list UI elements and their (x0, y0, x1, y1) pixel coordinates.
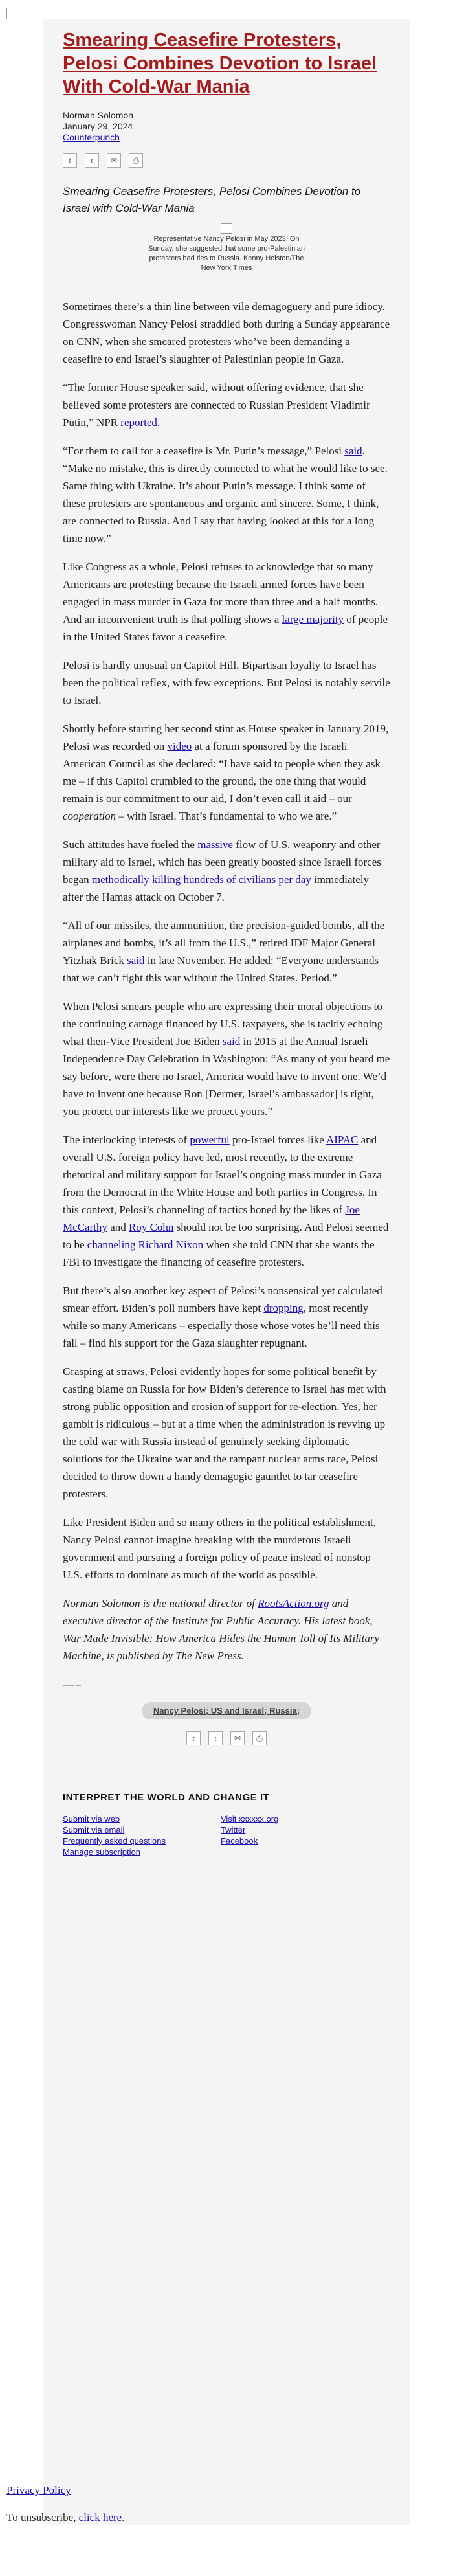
share-icons-bottom (63, 1731, 390, 1745)
submit-web-link[interactable]: Submit via web (63, 1814, 120, 1824)
article-meta (63, 110, 390, 143)
video-link[interactable]: video (167, 740, 192, 752)
tags-row (63, 1702, 390, 1719)
dropping-link[interactable]: dropping (263, 1302, 304, 1314)
image-icon (221, 223, 232, 234)
footer-links-left (63, 1813, 221, 1857)
paragraph: Like Congress as a whole, Pelosi refuses to acknowledge that so many Americans are protesting because the Israeli armed forces have been engaged in mass murder in Gaza for more than three and a half months. And an inconvenient truth is that polling shows a large majority of people in the United States favor a ceasefire. (63, 561, 388, 643)
said-link[interactable]: said (344, 445, 362, 457)
article-subtitle: Smearing Ceasefire Protesters, Pelosi Combines Devotion to Israel with Cold-War Mania (63, 185, 361, 214)
paragraph: “All of our missiles, the ammunition, the precision-guided bombs, all the airplanes and bombs, it’s all from the U.S.,” retired IDF Major General Yitzhak Brick said in late November. He added: “Everyone understands that we can’t fight this war without the United States. Period.” (63, 919, 385, 984)
article-figure (63, 223, 390, 273)
footer-links (63, 1813, 390, 1857)
brick-said-link[interactable]: said (127, 954, 145, 967)
paragraph: Such attitudes have fueled the massive flow of U.S. weaponry and other military aid to Israel, which has been greatly boosted since Israeli forces began methodically killing hundreds of civilians per day immediately after the Hamas attack on October 7. (63, 838, 381, 903)
powerful-link[interactable]: powerful (190, 1134, 230, 1146)
paragraph: Shortly before starting her second stint as House speaker in January 2019, Pelosi was recorded on video at a forum sponsored by the Israeli American Council as she declared: “I have said to people when they ask me – if this Capitol crumbled to the ground, the one thing that would remain is our commitment to our aid, I don’t even call it aid – our cooperation – with Israel. That’s fundamental to who we are.” (63, 722, 389, 822)
article-body (63, 298, 390, 1693)
reported-link[interactable]: reported (120, 416, 157, 429)
roy-cohn-link[interactable]: Roy Cohn (128, 1221, 174, 1233)
email-icon[interactable]: ✉ (107, 153, 121, 168)
facebook-link[interactable]: Facebook (221, 1836, 258, 1846)
paragraph: When Pelosi smears people who are expressing their moral objections to the continuing carnage financed by U.S. taxpayers, she is tacitly echoing what then-Vice President Joe Biden said in 2015 at the Annual Israeli Independence Day Celebration in Washington: “As many of you heard me say before, were there no Israel, America would have to invent one. We’d have to invent one because Ron [Dermer, Israel’s ambassador] is right, you protect our interests like we protect yours.” (63, 1000, 390, 1117)
paragraph: The interlocking interests of powerful pro-Israel forces like AIPAC and overall U.S. foreign policy have led, most recently, to the extreme rhetorical and military support for Israel’s ongoing mass murder in Gaza from the Democrat in the White House and both parties in Congress. In this context, Pelosi’s channeling of tactics honed by the likes of Joe McCarthy and Roy Cohn should not be too surprising. And Pelosi seemed to be channeling Richard Nixon when she told CNN that she wants the FBI to investigate the financing of ceasefire protesters. (63, 1134, 389, 1268)
unsubscribe-line: To unsubscribe, click here. (6, 2511, 125, 2524)
faq-link[interactable]: Frequently asked questions (63, 1836, 166, 1846)
facebook-icon[interactable]: f (186, 1731, 201, 1745)
paragraph: Sometimes there’s a thin line between vile demagoguery and pure idiocy. Congresswoman Nancy Pelosi straddled both during a Sunday appearance on CNN, when she smeared protesters who’ve been demanding a ceasefire to end Israel’s slaughter of Palestinian people in Gaza. (63, 300, 390, 365)
share-icons-top (63, 153, 390, 168)
aipac-link[interactable]: AIPAC (326, 1134, 359, 1146)
header-image-placeholder (6, 8, 182, 19)
submit-email-link[interactable]: Submit via email (63, 1825, 125, 1835)
rootsaction-link[interactable]: RootsAction.org (258, 1597, 329, 1609)
twitter-icon[interactable]: t (208, 1731, 223, 1745)
paragraph: But there’s also another key aspect of Pelosi’s nonsensical yet calculated smear effort. Biden’s poll numbers have kept dropping, most recently while so many Americans – especially those whose votes he’ll need this fall – find his support for the Gaza slaughter repugnant. (63, 1284, 382, 1349)
author-name: Norman Solomon (63, 110, 133, 120)
footer-links-right (221, 1813, 379, 1857)
paragraph: Pelosi is hardly unusual on Capitol Hill. Bipartisan loyalty to Israel has been the political reflex, with few exceptions. But Pelosi is notably servile to Israel. (63, 659, 390, 706)
unsubscribe-link[interactable]: click here (78, 2511, 122, 2524)
biden-said-link[interactable]: said (222, 1035, 241, 1047)
facebook-icon[interactable]: f (63, 153, 77, 168)
email-icon[interactable]: ✉ (230, 1731, 245, 1745)
paragraph: “The former House speaker said, without offering evidence, that she believed some protesters are connected to Russian President Vladimir Putin,” NPR reported. (63, 381, 370, 429)
mccarthy-link[interactable]: Joe McCarthy (63, 1204, 360, 1233)
nixon-link[interactable]: channeling Richard Nixon (87, 1238, 204, 1251)
source-link[interactable]: Counterpunch (63, 132, 120, 142)
visit-site-link[interactable]: Visit xxxxxx.org (221, 1814, 279, 1824)
twitter-link[interactable]: Twitter (221, 1825, 246, 1835)
article-title[interactable]: Smearing Ceasefire Protesters, Pelosi Combines Devotion to Israel With Cold-War Mania (63, 30, 377, 97)
large-majority-link[interactable]: large majority (282, 613, 344, 625)
author-bio: Norman Solomon is the national director of RootsAction.org and executive director of the Institute for Public Accuracy. His latest book, War Made Invisible: How America Hides the Human Toll of Its Military Machine, is published by The New Press. (63, 1597, 380, 1662)
massive-link[interactable]: massive (197, 838, 233, 851)
article-card (43, 19, 410, 2525)
print-icon[interactable]: ⎙ (252, 1731, 267, 1745)
separator: === (63, 1678, 82, 1690)
manage-subscription-link[interactable]: Manage subscription (63, 1847, 140, 1857)
paragraph: Grasping at straws, Pelosi evidently hopes for some political benefit by casting blame on Russia for how Biden’s deference to Israel has met with strong public opposition and erosion of support for re-election. Yes, her gambit is ridiculous – but at a time when the administration is revving up the cold war with Russia instead of genuinely seeking diplomatic solutions for the Ukraine war and the rampant nuclear arms race, Pelosi decided to throw down a handy demagogic gauntlet to tar ceasefire protesters. (63, 1365, 386, 1500)
publish-date: January 29, 2024 (63, 121, 133, 131)
print-icon[interactable]: ⎙ (129, 153, 143, 168)
killing-link[interactable]: methodically killing hundreds of civilians per day (91, 873, 311, 886)
paragraph: “For them to call for a ceasefire is Mr. Putin’s message,” Pelosi said. “Make no mistake, this is directly connected to what he would like to see. Same thing with Ukraine. It’s about Putin’s message. I think some of these protesters are spontaneous and organic and sincere. Some, I think, are connected to Russia. And I say that having looked at this for a long time now.” (63, 445, 388, 544)
interpret-heading: INTERPRET THE WORLD AND CHANGE IT (63, 1792, 270, 1803)
paragraph: Like President Biden and so many others in the political establishment, Nancy Pelosi cannot imagine breaking with the murderous Israeli government and pursuing a foreign policy of peace instead of nonstop U.S. efforts to dominate as much of the world as possible. (63, 1516, 376, 1581)
privacy-policy-link[interactable]: Privacy Policy (6, 2484, 71, 2496)
page-footer (6, 2483, 447, 2526)
tags-pill[interactable]: Nancy Pelosi; US and Israel; Russia; (142, 1702, 311, 1719)
article-inner (63, 19, 390, 1857)
image-caption: Representative Nancy Pelosi in May 2023. On Sunday, she suggested that some pro-Palestinian protesters had ties to Russia. Kenny Holston/The New York Times (148, 235, 305, 272)
twitter-icon[interactable]: t (85, 153, 99, 168)
